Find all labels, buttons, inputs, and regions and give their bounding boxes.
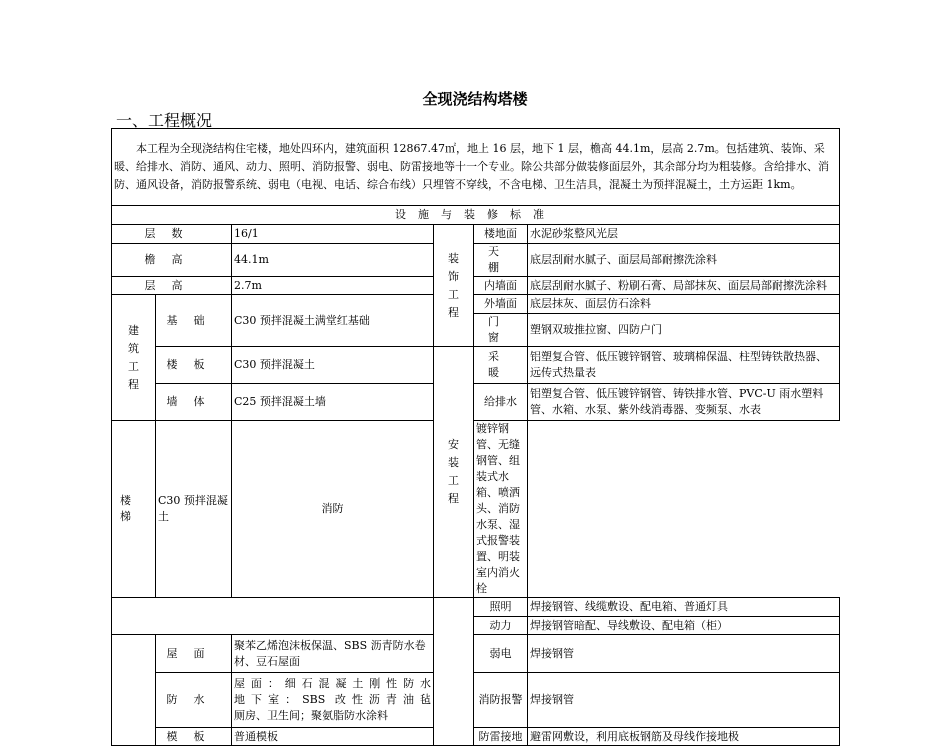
fire-label: 消防 xyxy=(232,421,434,598)
power-value: 焊接钢管暗配、导线敷设、配电箱（柜） xyxy=(528,617,840,635)
table-row xyxy=(112,598,840,617)
outer-wall-label: 外墙面 xyxy=(474,295,528,314)
project-overview-table xyxy=(111,128,840,746)
eave-value: 44.1m xyxy=(232,244,434,277)
inner-wall-label: 内墙面 xyxy=(474,277,528,295)
table-row xyxy=(112,277,840,295)
foundation-value: C30 预拌混凝土满堂红基础 xyxy=(232,295,434,347)
ceiling-value: 底层刮耐水腻子、面层局部耐擦洗涂料 xyxy=(528,244,840,277)
floor-finish-label: 楼地面 xyxy=(474,225,528,244)
intro-row xyxy=(112,129,840,206)
decoration-group-label: 装 饰 工 程 xyxy=(434,225,474,347)
weak-current-label: 弱电 xyxy=(474,635,528,673)
installation-group-label: 安 装 工 程 xyxy=(434,347,474,598)
table-row xyxy=(112,225,840,244)
alarm-label: 消防报警 xyxy=(474,673,528,728)
roof-value: 聚苯乙烯泡沫板保温、SBS 沥青防水卷材、豆石屋面 xyxy=(232,635,434,673)
standard-header: 设施与装修标准 xyxy=(112,206,840,225)
empty-cell xyxy=(156,598,434,635)
storey-value: 2.7m xyxy=(232,277,434,295)
heating-label: 采暖 xyxy=(474,347,528,384)
waterproof-value: 屋面：细石混凝土刚性防水 地下室：SBS 改性沥青油毡 厕房、卫生间；聚氨脂防水涂料 xyxy=(232,673,434,728)
roof-label: 屋面 xyxy=(156,635,232,673)
slab-value: C30 预拌混凝土 xyxy=(232,347,434,384)
table-row xyxy=(112,384,840,421)
construction-group-label: 建 筑 工 程 xyxy=(112,295,156,421)
wall-label: 墙体 xyxy=(156,384,232,421)
lightning-label: 防雷接地 xyxy=(474,728,528,746)
formwork-value: 普通模板 xyxy=(232,728,434,746)
table-row xyxy=(112,244,840,277)
alarm-value: 焊接钢管 xyxy=(528,673,840,728)
table-row xyxy=(112,728,840,746)
foundation-label: 基础 xyxy=(156,295,232,347)
inner-wall-value: 底层刮耐水腻子、粉刷石膏、局部抹灰、面层局部耐擦洗涂料 xyxy=(528,277,840,295)
waterproof-label: 防水 xyxy=(156,673,232,728)
heating-value: 铝塑复合管、低压镀锌钢管、玻璃棉保温、柱型铸铁散热器、远传式热量表 xyxy=(528,347,840,384)
slab-label: 楼板 xyxy=(156,347,232,384)
outer-wall-value: 底层抹灰、面层仿石涂料 xyxy=(528,295,840,314)
plumbing-label: 给排水 xyxy=(474,384,528,421)
table-row xyxy=(112,295,840,314)
storey-label: 层高 xyxy=(112,277,232,295)
fire-value: 镀锌钢管、无缝钢管、组装式水箱、喷洒头、消防水泵、湿式报警装置、明装室内消火栓 xyxy=(474,421,528,598)
stair-label: 楼梯 xyxy=(112,421,156,598)
table-row xyxy=(112,347,840,384)
empty-cell xyxy=(112,598,156,635)
floors-value: 16/1 xyxy=(232,225,434,244)
formwork-label: 模板 xyxy=(156,728,232,746)
lighting-label: 照明 xyxy=(474,598,528,617)
table-row xyxy=(112,673,840,728)
door-label: 门窗 xyxy=(474,314,528,347)
plumbing-value: 铝塑复合管、低压镀锌钢管、铸铁排水管、PVC-U 雨水塑料管、水箱、水泵、紫外线消毒器、变频泵、水表 xyxy=(528,384,840,421)
weak-current-value: 焊接钢管 xyxy=(528,635,840,673)
empty-cell xyxy=(112,635,156,746)
table-row xyxy=(112,421,840,598)
intro-text: 本工程为全现浇结构住宅楼，地处四环内，建筑面积 12867.47㎡，地上 16 层，地下 1 层，檐高 44.1m，层高 2.7m。包括建筑、装饰、采暖、给排水、消防、通风、动力、照明、消防报警、弱电、防雷接地等十一个专业。除公共部分做装修面层外，其余部分均为粗装修。含给排水、消防、通风设备，消防报警系统、弱电（电视、电话、综合布线）只埋管不穿线，不含电梯、卫生洁具，混凝土为预拌混凝土，土方运距 1km。 xyxy=(112,129,840,206)
lighting-value: 焊接钢管、线缆敷设、配电箱、普通灯具 xyxy=(528,598,840,617)
power-label: 动力 xyxy=(474,617,528,635)
section-heading: 一、工程概况 xyxy=(116,111,213,130)
floor-finish-value: 水泥砂浆整风光层 xyxy=(528,225,840,244)
table-row xyxy=(112,635,840,673)
stair-value: C30 预拌混凝土 xyxy=(156,421,232,598)
wall-value: C25 预拌混凝土墙 xyxy=(232,384,434,421)
door-value: 塑钢双玻推拉窗、四防户门 xyxy=(528,314,840,347)
floors-label: 层数 xyxy=(112,225,232,244)
eave-label: 檐高 xyxy=(112,244,232,277)
standard-header-row xyxy=(112,206,840,225)
lightning-value: 避雷网敷设，利用底板钢筋及母线作接地极 xyxy=(528,728,840,746)
page-title: 全现浇结构塔楼 xyxy=(422,90,528,108)
ceiling-label: 天棚 xyxy=(474,244,528,277)
